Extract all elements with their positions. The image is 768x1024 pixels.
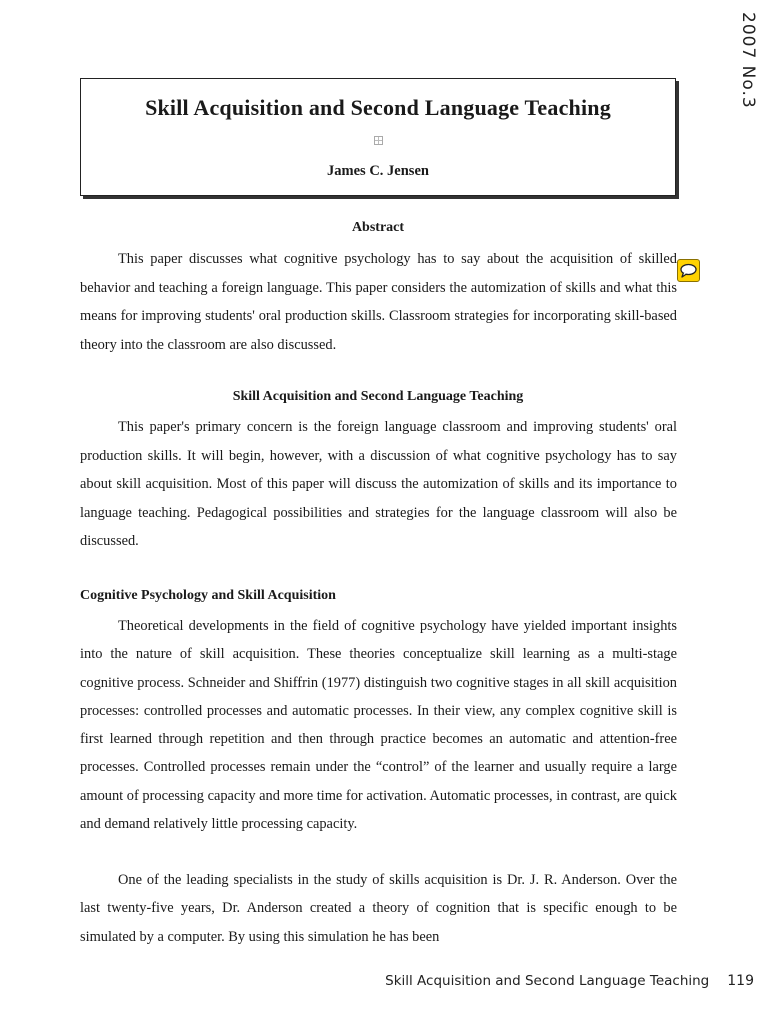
section-heading-skill-acquisition: Skill Acquisition and Second Language Teaching <box>232 389 524 404</box>
footer-running-title: Skill Acquisition and Second Language Teaching <box>385 973 710 989</box>
comment-note-icon[interactable] <box>677 259 700 282</box>
page-number: 119 <box>727 973 754 989</box>
page-footer <box>340 973 754 989</box>
section-skill-acquisition-text: This paper's primary concern is the foreign language classroom and improving students' oral production skills. It will begin, however, with a discussion of what cognitive psychology has to say about skill acquisition. Most of this paper will discuss the automization of skills and its importance to language teaching. Pedagogical possibilities and strategies for the language classroom will also be discussed. <box>80 419 677 549</box>
title-box <box>80 78 676 196</box>
section-cognitive-psychology-paragraph-2: One of the leading specialists in the study of skills acquisition is Dr. J. R. Anderson. Over the last twenty-five years, Dr. Anderson created a theory of cognition that is specific enough to be simulated by a computer. By using this simulation he has been <box>80 872 677 945</box>
section-cognitive-psychology-paragraph-1: Theoretical developments in the field of cognitive psychology have yielded important insights into the nature of skill acquisition. These theories conceptualize skill learning as a multi-stage cognitive process. Schneider and Shiffrin (1977) distinguish two cognitive stages in all skill acquisition processes: controlled processes and automatic processes. In their view, any complex cognitive skill is first learned through repetition and then through practice becomes an automatic and attention-free processes. Controlled processes remain under the “control” of the learner and usually require a large amount of processing capacity and more time for activation. Automatic processes, in contrast, are quick and demand relatively little processing capacity. <box>80 618 677 833</box>
paper-author: James C. Jensen <box>327 163 429 179</box>
section-heading-cognitive-psychology: Cognitive Psychology and Skill Acquisition <box>80 588 336 603</box>
journal-issue-label: 2007 No.3 <box>738 12 758 109</box>
paper-title: Skill Acquisition and Second Language Teaching <box>145 95 611 120</box>
separator-mark-icon <box>374 136 383 145</box>
abstract-text: This paper discusses what cognitive psychology has to say about the acquisition of skilled behavior and teaching a foreign language. This paper considers the automization of skills and what this means for improving students' oral production skills. Classroom strategies for incorporating skill-based theory into the classroom are also discussed. <box>80 251 677 353</box>
abstract-heading: Abstract <box>351 220 405 235</box>
